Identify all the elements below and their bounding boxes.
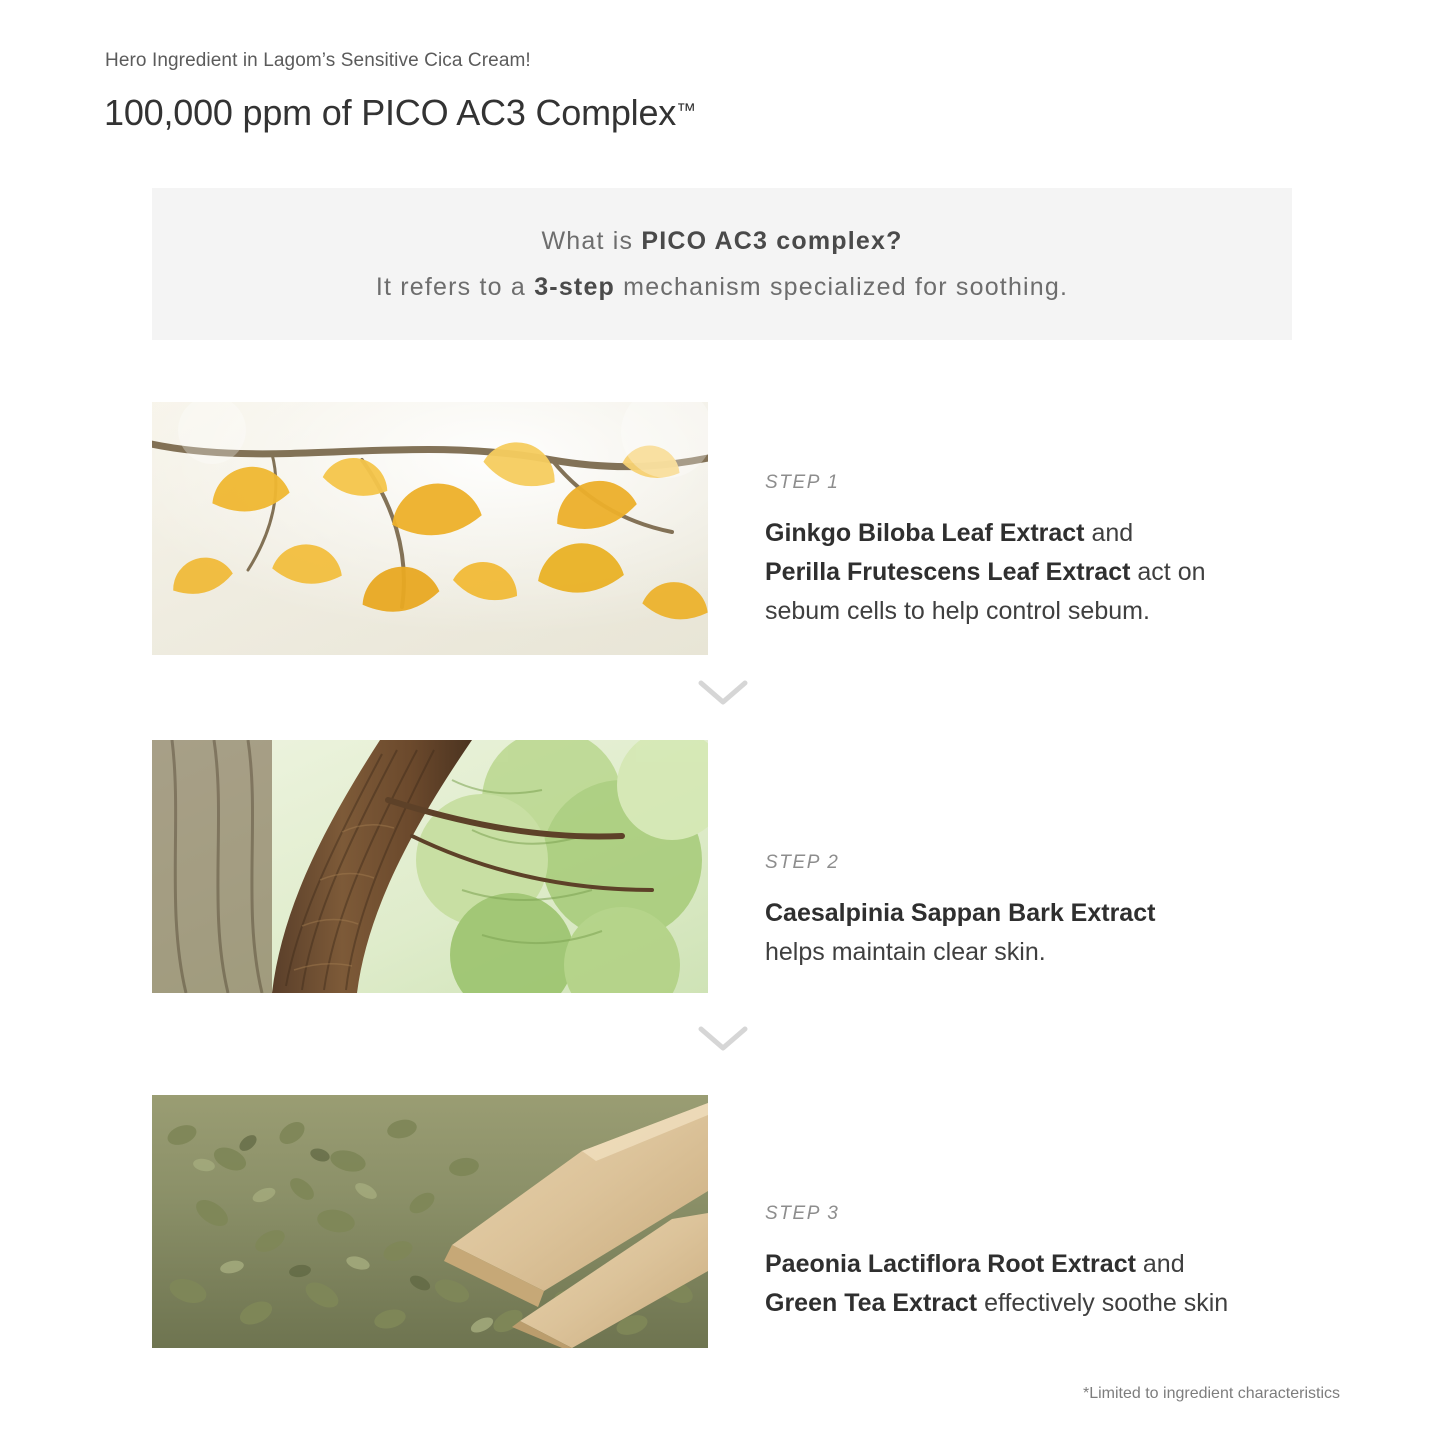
sappan-tree-bark-photo (152, 740, 708, 993)
definition-line-2 (376, 264, 1068, 310)
step-row-2 (152, 740, 1292, 993)
step-1-copy (765, 472, 1305, 630)
step-1-mid-1: and (1084, 519, 1134, 547)
step-2-ingredient-1: Caesalpinia Sappan Bark Extract (765, 899, 1156, 927)
chevron-down-divider-2 (0, 1024, 1445, 1054)
step-1-mid-2: act on (1130, 557, 1206, 586)
step-3-ingredient-2: Green Tea Extract (765, 1288, 978, 1317)
step-2-label: STEP 2 (765, 852, 840, 873)
definition-line-2-prefix: It refers to a (375, 273, 535, 301)
step-1-text (765, 514, 1305, 630)
definition-band (152, 188, 1292, 340)
definition-line-1 (541, 218, 902, 264)
footnote-text: *Limited to ingredient characteristics (1082, 1385, 1340, 1402)
step-3-label: STEP 3 (765, 1203, 840, 1224)
eyebrow-text: Hero Ingredient in Lagom’s Sensitive Cica Cream! (105, 50, 531, 71)
step-3-mid-1: and (1135, 1250, 1185, 1278)
step-3-copy (765, 1203, 1305, 1323)
ginkgo-leaves-photo (152, 402, 708, 655)
step-row-3 (152, 1095, 1292, 1348)
green-tea-leaves-photo (152, 1095, 708, 1348)
step-1-ingredient-2: Perilla Frutescens Leaf Extract (765, 557, 1131, 586)
step-2-copy (765, 852, 1305, 972)
step-3-text (765, 1245, 1305, 1323)
step-3-mid-2: effectively soothe skin (977, 1288, 1229, 1317)
step-2-text (765, 894, 1305, 972)
definition-line-2-strong: 3-step (534, 273, 616, 301)
definition-line-1-prefix: What is (541, 226, 642, 255)
definition-line-1-strong: PICO AC3 complex? (641, 226, 903, 255)
step-3-ingredient-1: Paeonia Lactiflora Root Extract (765, 1250, 1136, 1278)
step-1-ingredient-1: Ginkgo Biloba Leaf Extract (765, 519, 1085, 547)
step-2-tail: helps maintain clear skin. (765, 937, 1046, 966)
page-title-text: 100,000 ppm of PICO AC3 Complex (104, 92, 677, 133)
chevron-down-divider-1 (0, 678, 1445, 708)
trademark-symbol: ™ (676, 100, 696, 122)
step-1-tail: sebum cells to help control sebum. (765, 596, 1150, 625)
step-1-label: STEP 1 (765, 472, 840, 493)
chevron-down-icon (697, 678, 749, 708)
page-title (104, 92, 696, 134)
step-row-1 (152, 402, 1292, 655)
definition-line-2-suffix: mechanism specialized for soothing. (615, 273, 1069, 301)
chevron-down-icon (697, 1024, 749, 1054)
